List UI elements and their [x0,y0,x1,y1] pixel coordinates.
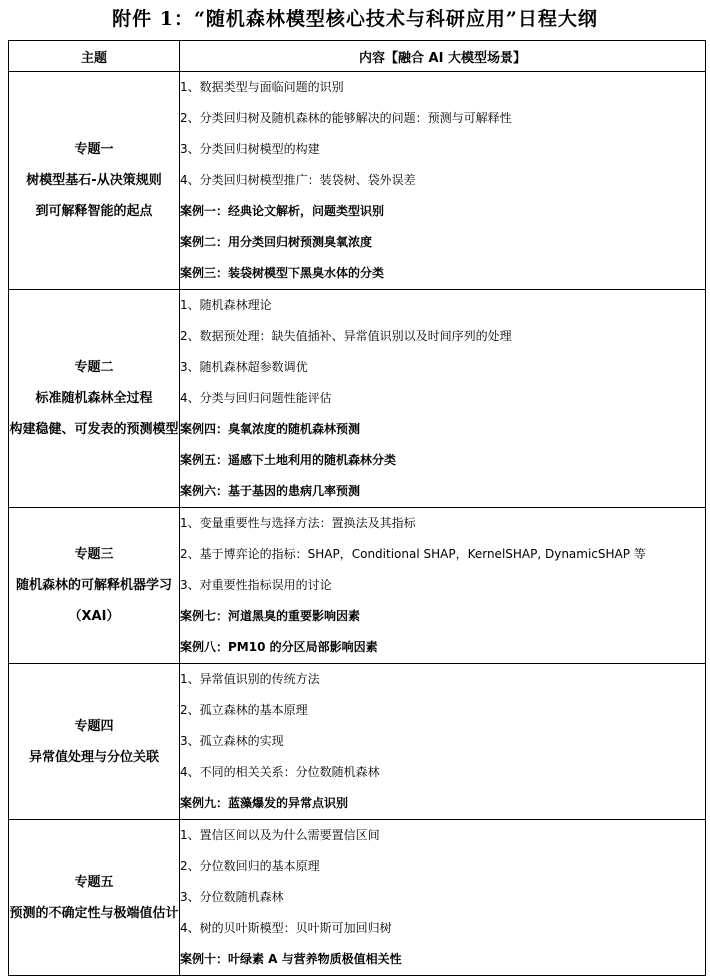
topic-title-line: 标准随机森林全过程 [35,391,153,406]
case-item: 案例六：基于基因的患病几率预测 [180,484,361,498]
case-item: 案例二：用分类回归树预测臭氧浓度 [180,235,373,249]
topic-title-line: 预测的不确定性与极端值估计 [9,905,179,921]
topic-cell-3 [9,508,180,664]
topic-number: 专题一 [74,142,114,157]
topic-cell-2 [9,290,180,508]
schedule-table [8,40,706,976]
content-cell-2 [180,290,706,508]
topic-title-line: 异常值处理与分位关联 [28,749,159,765]
topic-title-line: 到可解释智能的起点 [35,204,153,219]
content-cell-3 [180,508,706,664]
topic-cell-5 [9,820,180,976]
header-content: 内容【融合 AI 大模型场景】 [180,41,706,72]
list-item: 4、树的贝叶斯模型：贝叶斯可加回归树 [180,921,392,935]
list-item: 3、分类回归树模型的构建 [180,142,320,156]
topic-cell-4 [9,664,180,820]
content-cell-1 [180,72,706,290]
case-item: 案例十：叶绿素 A 与营养物质极值相关性 [180,952,402,966]
list-item: 2、数据预处理：缺失值插补、异常值识别以及时间序列的处理 [180,329,512,343]
topic-number: 专题四 [74,718,114,734]
list-item: 1、置信区间以及为什么需要置信区间 [180,828,380,842]
topic-number: 专题三 [74,547,114,562]
content-cell-5 [180,820,706,976]
case-item: 案例五：遥感下土地利用的随机森林分类 [180,453,397,467]
table-header-row [9,41,706,72]
list-item: 4、不同的相关关系：分位数随机森林 [180,765,380,779]
list-item: 1、异常值识别的传统方法 [180,672,320,686]
topic-cell-1 [9,72,180,290]
list-item: 1、变量重要性与选择方法：置换法及其指标 [180,516,416,530]
case-item: 案例九：蓝藻爆发的异常点识别 [180,796,349,810]
list-item: 2、孤立森林的基本原理 [180,703,308,717]
list-item: 1、随机森林理论 [180,298,272,312]
topic-number: 专题二 [74,360,114,375]
list-item: 4、分类与回归问题性能评估 [180,391,332,405]
list-item: 3、对重要性指标误用的讨论 [180,578,332,592]
list-item: 3、分位数随机森林 [180,890,284,904]
list-item: 2、基于博弈论的指标：SHAP，Conditional SHAP，KernelSHAP, DynamicSHAP 等 [180,547,646,561]
topic-row-5 [9,820,706,976]
list-item: 3、随机森林超参数调优 [180,360,308,374]
topic-title-line: 构建稳健、可发表的预测模型 [9,422,179,437]
topic-title-line: 树模型基石-从决策规则 [26,173,162,188]
topic-number: 专题五 [74,874,114,890]
case-item: 案例四：臭氧浓度的随机森林预测 [180,422,361,436]
topic-row-3 [9,508,706,664]
list-item: 2、分位数回归的基本原理 [180,859,320,873]
list-item: 2、分类回归树及随机森林的能够解决的问题：预测与可解释性 [180,111,512,125]
header-topic: 主题 [9,41,180,72]
case-item: 案例三：装袋树模型下黑臭水体的分类 [180,266,385,280]
topic-row-1 [9,72,706,290]
case-item: 案例七：河道黑臭的重要影响因素 [180,609,361,623]
content-cell-4 [180,664,706,820]
case-item: 案例一：经典论文解析，问题类型识别 [180,204,385,218]
page-title: 附件 1：“随机森林模型核心技术与科研应用”日程大纲 [112,8,598,30]
topic-title-line: 随机森林的可解释机器学习（XAI） [15,578,172,624]
list-item: 3、孤立森林的实现 [180,734,284,748]
topic-row-4 [9,664,706,820]
case-item: 案例八：PM10 的分区局部影响因素 [180,640,378,654]
topic-row-2 [9,290,706,508]
list-item: 4、分类回归树模型推广：装袋树、袋外误差 [180,173,416,187]
list-item: 1、数据类型与面临问题的识别 [180,80,344,94]
